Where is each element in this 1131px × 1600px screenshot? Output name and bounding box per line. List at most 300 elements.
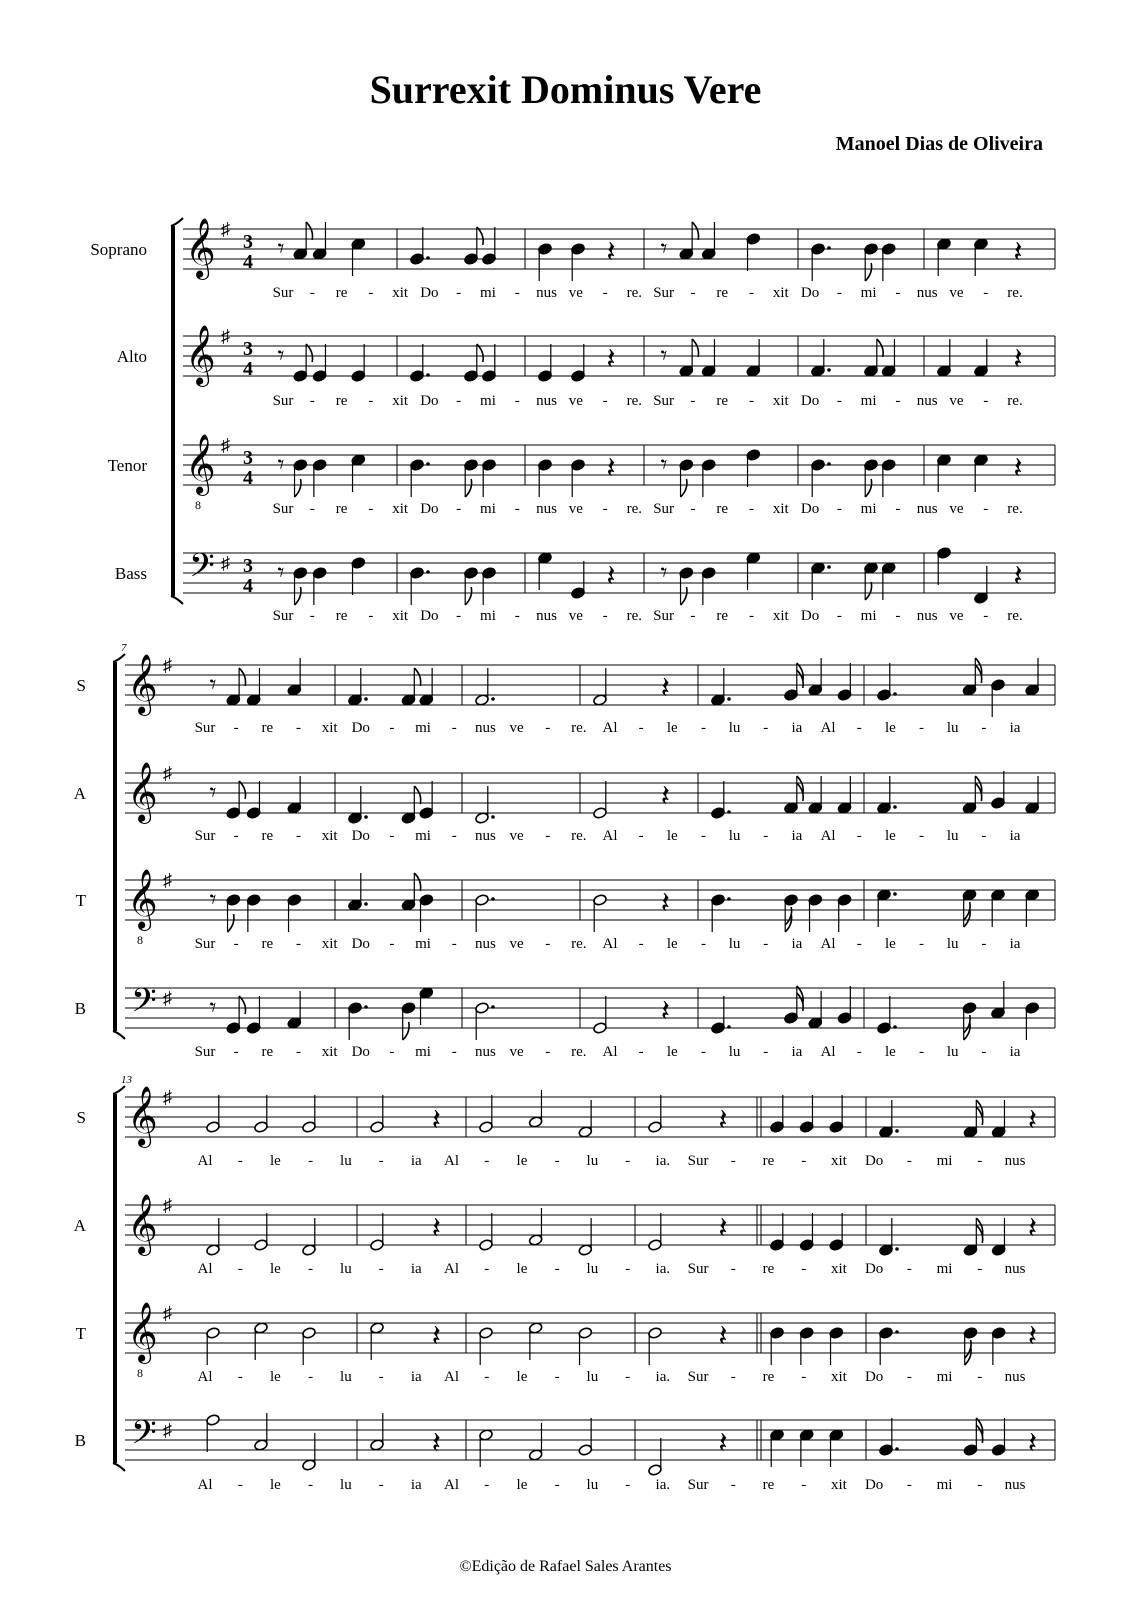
note [991,1327,1006,1365]
lyric-syllable: le [270,1153,281,1169]
lyric-syllable: re [762,1477,775,1493]
note [351,454,366,492]
notehead [401,812,416,825]
lyric-syllable: re. [1007,501,1023,517]
lyric-syllable: - [906,1153,912,1169]
lyric-syllable: - [981,1044,987,1060]
notehead [571,370,586,383]
lyric-syllable: - [690,608,696,624]
notehead [475,894,490,907]
lyric-syllable: re [261,720,274,736]
note [808,776,823,814]
lyric-syllable: - [763,1044,769,1060]
notehead [475,1002,490,1015]
notehead [770,1239,785,1252]
lyric-syllable: nus [474,1044,496,1060]
time-sig-top: 3 [243,231,253,253]
lyric-syllable: - [983,501,989,517]
note [593,894,608,932]
notehead [226,807,241,820]
note [770,1429,785,1467]
notehead [571,459,586,472]
lyric-syllable: ve [568,608,583,624]
lyric-syllable: nus [1004,1261,1026,1277]
notehead [991,797,1006,810]
lyric-syllable: - [977,1153,983,1169]
note-flag [465,587,471,605]
lyric-syllable: - [309,608,315,624]
note [864,562,879,600]
notehead [464,567,479,580]
notehead [881,459,896,472]
note [419,987,434,1025]
note [881,243,896,281]
lyric-syllable: - [295,1044,301,1060]
notehead [538,243,553,256]
quarter-rest-icon: 𝄽 [431,1320,441,1353]
note [974,566,989,604]
note [811,339,831,377]
lyric-syllable: - [389,720,395,736]
notehead [962,889,977,902]
note [370,1413,385,1451]
lyric-syllable: ia [791,720,803,736]
lyric-syllable: - [836,393,842,409]
lyric-syllable: Sur [653,285,675,301]
lyric-syllable: - [906,1369,912,1385]
notehead [808,894,823,907]
note [701,459,716,497]
lyric-syllable: ia [791,1044,803,1060]
quarter-rest-icon: 𝄽 [431,1104,441,1137]
lyric-syllable: - [836,285,842,301]
notehead [226,894,241,907]
note [419,668,434,706]
lyric-syllable: re [716,608,729,624]
dot [491,1005,495,1009]
note [991,1418,1006,1456]
lyric-syllable: ia [410,1261,422,1277]
note [1025,776,1040,814]
lyric-syllable: - [389,828,395,844]
note [571,561,586,599]
voice-label: Alto [116,347,147,366]
lyric-syllable: le [270,1261,281,1277]
lyric-syllable: xit [772,608,789,624]
notehead [419,894,434,907]
note-flag [414,786,420,804]
lyric-syllable: - [895,501,901,517]
lyric-syllable: - [638,936,644,952]
lyric-syllable: ve [509,936,524,952]
lyric-syllable: Sur [653,608,675,624]
dot [364,815,368,819]
notehead [348,694,363,707]
dot [893,1025,897,1029]
note-flag [239,781,245,799]
lyric-syllable: mi [480,393,496,409]
note [578,1100,593,1138]
lyric-syllable: Al [197,1477,213,1493]
note [538,243,553,281]
note [528,1322,543,1360]
lyric-syllable: xit [321,1044,338,1060]
lyric-syllable: - [700,828,706,844]
note [254,1413,269,1451]
lyric-syllable: ia [1009,828,1021,844]
lyric-syllable: ve [509,828,524,844]
lyric-syllable: le [516,1153,528,1169]
note-flag [477,227,483,245]
lyric-syllable: xit [830,1153,847,1169]
notehead [578,1444,593,1457]
notehead [348,1002,363,1015]
lyric-syllable: Al [820,936,836,952]
note [808,894,823,932]
quarter-rest-icon: 𝄽 [606,560,616,593]
treble-clef-icon: 𝄞 [127,1088,158,1145]
note-flag [477,344,483,362]
note [679,459,694,497]
lyric-syllable: - [730,1261,736,1277]
note [679,339,699,377]
dot [727,897,731,901]
notehead [937,238,952,251]
notehead [711,694,726,707]
note-flag [877,339,883,357]
note [784,663,804,701]
note [287,894,302,932]
lyric-syllable: ve [568,285,583,301]
notehead [829,1327,844,1340]
lyric-syllable: mi [936,1153,953,1169]
notehead [879,1126,894,1139]
lyric-syllable: Al [820,720,836,736]
note [419,894,434,932]
lyric-syllable: - [602,501,608,517]
notehead [877,1022,892,1035]
lyric-syllable: Sur [272,393,294,409]
notehead [784,1012,799,1025]
sharp-key-icon: ♯ [163,655,172,675]
lyric-syllable: - [730,1153,736,1169]
quarter-rest-icon: 𝄽 [1013,560,1023,593]
notehead [528,1322,543,1335]
note [302,1327,317,1365]
notehead [479,1327,494,1340]
note [287,658,302,696]
note [593,781,608,819]
note [877,996,897,1034]
notehead [401,1002,416,1015]
note [464,459,479,497]
note [479,1213,494,1251]
note [351,557,366,595]
notehead [593,894,608,907]
voice-label: Soprano [90,240,147,259]
quarter-rest-icon: 𝄽 [660,995,670,1028]
quarter-rest-icon: 𝄽 [718,1212,728,1245]
dot [895,1447,899,1451]
lyric-syllable: lu [586,1261,599,1277]
notehead [348,812,363,825]
lyric-syllable: - [237,1261,243,1277]
lyric-syllable: Do [864,1369,884,1385]
lyric-syllable: Sur [687,1477,709,1493]
lyric-syllable: - [700,1044,706,1060]
bass-clef-icon: 𝄢 [131,982,157,1027]
note [937,547,952,585]
notehead [877,802,892,815]
lyric-syllable: - [378,1477,384,1493]
lyric-syllable: Sur [272,285,294,301]
note [410,459,430,497]
notehead [974,592,989,605]
note [206,1218,221,1256]
lyric-syllable: Do [351,1044,370,1060]
notehead [746,552,761,565]
note [829,1429,844,1467]
lyric-syllable: - [308,1261,314,1277]
note [991,981,1006,1019]
notehead [799,1121,814,1134]
lyric-syllable: lu [946,720,959,736]
staff [183,325,1055,387]
lyric-syllable: - [484,1477,490,1493]
notehead [711,807,726,820]
quarter-rest-icon: 𝄽 [606,452,616,485]
note [701,567,716,605]
notehead [711,1022,726,1035]
notehead [877,689,892,702]
voice-label: B [74,999,86,1018]
note [528,1090,543,1128]
notehead [881,562,896,575]
note [829,1095,844,1133]
notehead [937,365,952,378]
lyric-syllable: - [763,720,769,736]
note [881,339,896,377]
notehead [475,694,490,707]
note [991,679,1006,717]
notehead [1025,684,1040,697]
quarter-rest-icon: 𝄽 [1027,1212,1038,1245]
lyric-syllable: - [919,720,925,736]
lyric-syllable: lu [946,828,959,844]
notehead [701,248,716,261]
note [974,339,989,377]
notehead [302,1121,317,1134]
lyric-syllable: - [514,501,520,517]
lyric-syllable: - [856,720,862,736]
lyric-syllable: xit [321,828,338,844]
lyric-syllable: xit [830,1261,847,1277]
lyric-syllable: - [233,828,239,844]
notehead [879,1444,894,1457]
notehead [226,694,241,707]
notehead [302,1327,317,1340]
treble-clef-icon: 𝄞 [127,1196,158,1253]
treble-clef-icon: 𝄞 [127,1304,158,1361]
lyric-syllable: Al [602,936,618,952]
notehead [701,365,716,378]
note-flag [865,582,871,600]
notehead [808,684,823,697]
lyric-syllable: le [884,828,896,844]
notehead [302,1244,317,1257]
notehead [351,454,366,467]
notehead [351,557,366,570]
lyric-syllable: lu [340,1369,352,1385]
note [571,459,586,497]
note [246,781,261,819]
lyric-syllable: - [906,1477,912,1493]
page-title: Surrexit Dominus Vere [369,67,762,112]
quarter-rest-icon: 𝄽 [1027,1104,1038,1137]
note [974,454,989,492]
lyric-syllable: xit [392,393,409,409]
note-flag [414,873,420,891]
sharp-key-icon: ♯ [163,763,172,783]
lyric-syllable: - [602,608,608,624]
lyric-syllable: lu [586,1153,599,1169]
note [475,786,495,824]
eighth-rest-icon: 𝄾 [209,670,217,699]
lyric-syllable: mi [936,1477,953,1493]
note [312,459,327,497]
lyric-syllable: Do [800,285,820,301]
note [962,658,982,696]
voice-label: T [75,891,86,910]
notehead [246,694,261,707]
lyric-syllable: - [856,828,862,844]
note [401,786,421,824]
note [482,227,497,265]
lyric-syllable: re. [571,1044,587,1060]
note [475,1002,495,1040]
note [679,567,694,605]
lyric-syllable: mi [936,1261,953,1277]
note [963,1218,983,1256]
lyric-syllable: - [801,1369,807,1385]
note [528,1208,543,1246]
lyric-syllable: - [763,936,769,952]
note [799,1213,814,1251]
dot [893,805,897,809]
notehead [701,567,716,580]
lyric-syllable: - [638,720,644,736]
note [410,227,430,265]
lyric-syllable: re. [1007,393,1023,409]
notehead [746,365,761,378]
lyric-syllable: - [895,393,901,409]
lyric-syllable: lu [946,936,959,952]
notehead [254,1239,269,1252]
lyric-syllable: - [977,1477,983,1493]
voice-label: S [76,1108,86,1127]
notehead [246,807,261,820]
lyric-syllable: ia [791,936,803,952]
notehead [528,1116,543,1129]
lyric-syllable: lu [340,1153,352,1169]
note [464,227,484,265]
notehead [837,689,852,702]
lyric-syllable: mi [415,1044,431,1060]
note [348,668,368,706]
lyric-syllable: - [308,1477,314,1493]
lyric-syllable: - [389,1044,395,1060]
lyric-syllable: xit [392,285,409,301]
notehead [837,802,852,815]
notehead [254,1439,269,1452]
lyric-syllable: re [335,393,348,409]
lyric-syllable: - [981,828,987,844]
lyric-syllable: - [378,1369,384,1385]
lyric-syllable: mi [480,501,496,517]
note [711,996,731,1034]
sharp-key-icon: ♯ [163,1195,172,1215]
voice-label: A [73,784,86,803]
notehead [419,694,434,707]
lyric-syllable: le [666,1044,678,1060]
lyric-syllable: - [456,285,462,301]
lyric-syllable: mi [860,285,877,301]
note [1025,1002,1040,1040]
lyric-syllable: - [484,1153,490,1169]
dot [364,697,368,701]
lyric-syllable: - [801,1261,807,1277]
sharp-key-icon: ♯ [221,219,230,239]
notehead [991,1244,1006,1257]
notehead [829,1121,844,1134]
eighth-rest-icon: 𝄾 [660,234,668,263]
voice-label: B [74,1431,86,1450]
lyric-syllable: mi [936,1369,953,1385]
note [410,344,430,382]
note-flag [306,344,312,362]
notehead [538,552,553,565]
notehead [254,1322,269,1335]
notehead [991,1444,1006,1457]
note [799,1429,814,1467]
lyric-syllable: Do [800,608,820,624]
note [811,243,831,281]
notehead [287,894,302,907]
dot [827,462,831,466]
lyric-syllable: nus [536,393,557,409]
note [877,776,897,814]
dot [364,1005,368,1009]
note [746,233,761,271]
bracket-hook [113,1031,125,1039]
note [410,567,430,605]
quarter-rest-icon: 𝄽 [1027,1427,1038,1460]
lyric-syllable: ia. [655,1153,671,1169]
notehead [974,238,989,251]
notehead [829,1239,844,1252]
note [293,344,313,382]
lyric-syllable: le [884,1044,896,1060]
quarter-rest-icon: 𝄽 [660,887,670,920]
dot [426,462,430,466]
lyric-syllable: - [895,608,901,624]
notehead [206,1327,221,1340]
bracket-hook [113,1463,125,1471]
lyric-syllable: - [545,720,551,736]
lyric-syllable: le [516,1477,528,1493]
notehead [370,1121,385,1134]
lyric-syllable: - [801,1153,807,1169]
